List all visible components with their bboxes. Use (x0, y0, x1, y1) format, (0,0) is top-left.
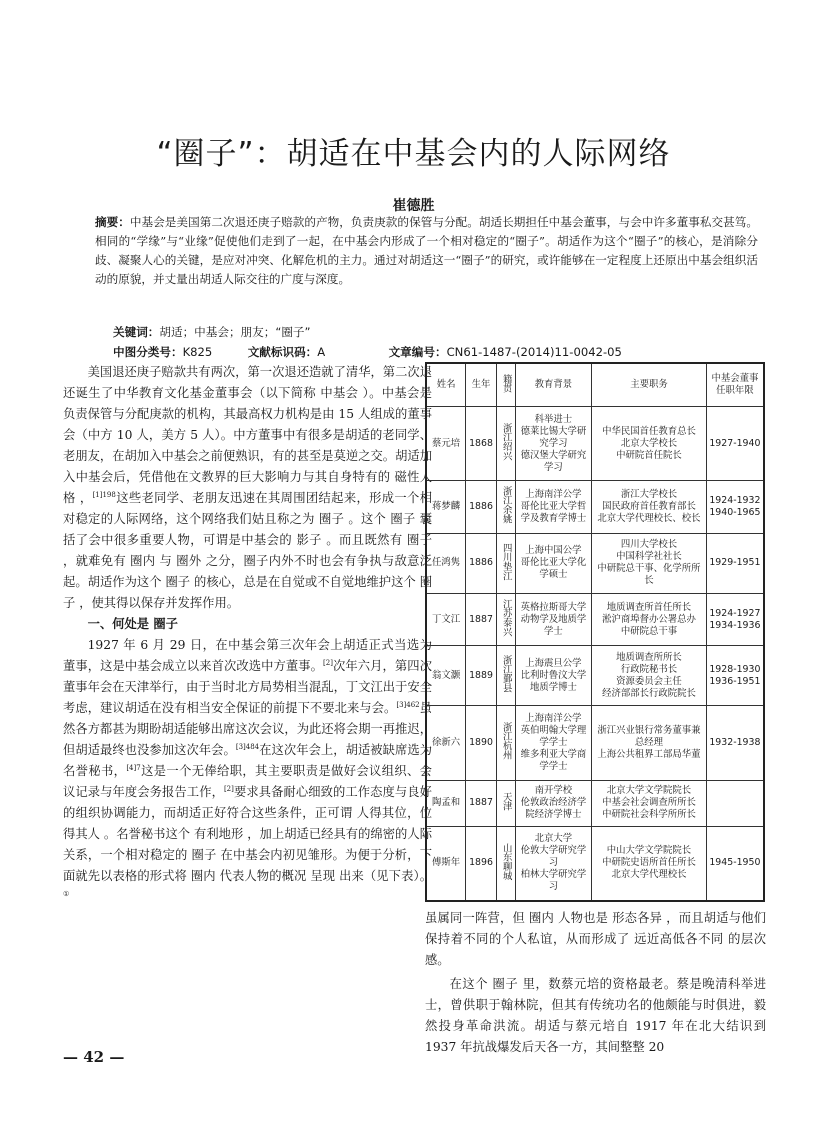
article-number-label: 文章编号： (388, 345, 447, 359)
cell-positions-text: 中华民国首任教育总长 北京大学校长 中研院首任院长 (602, 425, 696, 461)
table-header-row (426, 363, 764, 407)
cell-education-text: 南开学校 伦敦政治经济学院经济学博士 (520, 785, 587, 821)
cell-origin-text: 江苏泰兴 (500, 598, 512, 637)
cell-origin-text: 山东聊城 (500, 842, 512, 881)
cell-positions-text: 北京大学文学院院长 中基会社会调查所所长 中研院社会科学所所长 (602, 785, 696, 821)
header-name: 姓名 (426, 363, 466, 407)
citation: [1]198 (92, 490, 116, 499)
cell-origin-text: 浙江杭州 (500, 722, 512, 760)
cell-name-text: 陶孟和 (432, 797, 461, 809)
cell-education-text: 科举进士 德莱比锡大学研究学习 德汉堡大学研究学习 (520, 413, 587, 473)
abstract (95, 213, 758, 289)
cell-origin (496, 481, 515, 534)
clc-value: K825 (182, 345, 213, 359)
cell-name-text: 傅斯年 (432, 857, 461, 869)
article-number-value: CN61-1487-(2014)11-0042-05 (446, 345, 622, 359)
cell-positions-text: 中山大学文学院院长 中研院史语所首任所长 北京大学代理校长 (602, 845, 696, 881)
cell-year (466, 593, 497, 646)
cell-origin (496, 646, 515, 706)
cell-term (706, 481, 764, 534)
cell-origin-text: 浙江绍兴 (500, 422, 512, 461)
cell-education (515, 533, 592, 593)
cell-origin (496, 407, 515, 481)
cell-education-text: 上海南洋公学 哥伦比亚大学哲学及教育学博士 (520, 488, 587, 524)
cell-education-text: 上海震旦公学 比利时鲁汶大学地质学博士 (520, 657, 587, 693)
cell-education (515, 481, 592, 534)
article-title: “圈子”：胡适在中基会内的人际网络 (156, 136, 671, 172)
cell-term-text: 1928-1930 1936-1951 (709, 663, 761, 687)
cell-positions-text: 四川大学校长 中国科学社社长 中研院总干事、化学所所长 (597, 539, 701, 587)
cell-origin-text: 天津 (500, 791, 512, 811)
clc-label: 中图分类号： (113, 345, 183, 359)
classification-line (113, 344, 753, 360)
cell-year (466, 533, 497, 593)
cell-term-text: 1929-1951 (709, 557, 761, 569)
cell-origin (496, 780, 515, 826)
cell-name-text: 丁文江 (432, 613, 461, 625)
cell-positions-text: 地质调查所所长 行政院秘书长 资源委员会主任 经济部部长行政院院长 (602, 651, 696, 699)
cell-positions (592, 533, 707, 593)
cell-positions-text: 浙江兴业银行常务董事兼总经理 上海公共租界工部局华董 (597, 725, 701, 761)
keywords-value: 胡适；中基会；朋友；“圈子” (159, 325, 311, 339)
section-heading: 一、何处是 圈子 (87, 617, 178, 631)
table-row (426, 706, 764, 780)
cell-positions (592, 706, 707, 780)
section-text-5: 这是一个无俸给职，其主要职责是做好会议组织、会议记录与年度会务报告工作， (63, 764, 432, 799)
section-text-1: 1927 年 6 月 29 日，在中基会第三次年会上胡适正式当选为董事，这是中基会成立以来首次改选中方董事。 (63, 638, 432, 673)
left-column (63, 362, 432, 908)
cell-name (426, 407, 466, 481)
cell-term-text: 1945-1950 (709, 857, 761, 869)
cell-year (466, 706, 497, 780)
cell-term (706, 780, 764, 826)
cell-name (426, 593, 466, 646)
cell-term-text: 1924-1932 1940-1965 (709, 494, 761, 518)
cell-positions (592, 780, 707, 826)
keywords-line (113, 324, 753, 340)
table-row (426, 593, 764, 646)
cell-term-text: 1924-1927 1934-1936 (709, 607, 761, 631)
cell-year-text: 1868 (469, 437, 493, 449)
section-text-2: 次年六月，第四次董事年会在天津举行，由于当时北方局势相当混乱，丁文江出于安全考虑，建议胡适在没有相当安全保证的前提下不要北来与会。 (63, 659, 432, 715)
cell-name (426, 533, 466, 593)
members-table (425, 362, 765, 902)
cell-term (706, 706, 764, 780)
section-text-4: 在这次年会上，胡适被缺席选为名誉秘书， (63, 743, 432, 778)
cell-origin (496, 593, 515, 646)
cell-year-text: 1886 (469, 500, 493, 512)
cell-positions-text: 浙江大学校长 国民政府首任教育部长 北京大学代理校长、校长 (597, 488, 701, 524)
cell-term (706, 646, 764, 706)
paragraph-right-2: 在这个 圈子 里，数蔡元培的资格最老。蔡是晚清科举进士，曾供职于翰林院，但其有传统功名的他颇能与时俱进，毅然投身革命洪流。胡适与蔡元培自 1917 年在北大结识到 1937 年抗战爆发后天各一方，其间整整 20 (425, 977, 766, 1054)
cell-education (515, 646, 592, 706)
right-column-text (425, 908, 766, 1058)
section-text-3: 虽然各方都甚为期盼胡适能够出席这次会议，为此还将会期一再推迟，但胡适最终也没参加这次年会。 (63, 701, 432, 757)
header-origin-text: 籍贯 (500, 373, 512, 393)
cell-term (706, 407, 764, 481)
cell-education (515, 407, 592, 481)
cell-name (426, 780, 466, 826)
header-term: 中基会董事任职年限 (706, 363, 764, 407)
cell-year (466, 826, 497, 901)
cell-positions (592, 826, 707, 901)
cell-origin-text: 浙江余姚 (500, 486, 512, 524)
cell-education (515, 706, 592, 780)
cell-name (426, 706, 466, 780)
cell-education-text: 北京大学 伦敦大学研究学习 柏林大学研究学习 (520, 833, 587, 893)
citation: [2] (323, 658, 333, 667)
table-row (426, 826, 764, 901)
cell-term (706, 826, 764, 901)
cell-year (466, 407, 497, 481)
paragraph-section-1 (63, 635, 432, 908)
doc-code-value: A (317, 345, 326, 359)
cell-name-text: 徐新六 (432, 737, 461, 749)
paragraph-intro (63, 362, 432, 614)
cell-name (426, 481, 466, 534)
cell-name-text: 蔡元培 (432, 437, 461, 449)
cell-name (426, 646, 466, 706)
cell-education-text: 上海中国公学 哥伦比亚大学化学硕士 (520, 545, 587, 581)
page-number: — 42 — (63, 1048, 125, 1066)
cell-year-text: 1896 (469, 857, 493, 869)
cell-name-text: 蒋梦麟 (432, 500, 461, 512)
table-row (426, 481, 764, 534)
cell-year-text: 1887 (469, 797, 493, 809)
header-year: 生年 (466, 363, 497, 407)
intro-text-2: 这些老同学、老朋友迅速在其周围团结起来，形成一个相对稳定的人际网络，这个网络我们姑且称之为 圈子 。这个 圈子 囊括了会中很多重要人物，可谓是中基会的 影子 。而且既然有 圈子 ，就难免有 圈内 与 圈外 之分，圈子内外不时也会有争执与敌意泛起。胡适作为这个 圈子 的核心，总是在自觉或不自觉地维护这个 圈子 ，使其得以保存并发挥作用。 (63, 491, 432, 610)
cell-origin (496, 826, 515, 901)
cell-positions (592, 593, 707, 646)
cell-education (515, 780, 592, 826)
cell-term-text: 1932-1938 (709, 737, 761, 749)
article-meta (113, 324, 753, 360)
cell-term-text: 1927-1940 (709, 437, 761, 449)
citation: [3]462 (396, 700, 420, 709)
table-row (426, 407, 764, 481)
cell-year-text: 1889 (469, 669, 493, 681)
footnote-marker: ① (63, 889, 70, 898)
header-education: 教育背景 (515, 363, 592, 407)
citation: [3]484 (235, 742, 260, 751)
table-row (426, 533, 764, 593)
table-row (426, 646, 764, 706)
cell-name (426, 826, 466, 901)
cell-education (515, 593, 592, 646)
cell-positions-text: 地质调查所首任所长 淞沪商埠督办公署总办 中研院总干事 (602, 601, 696, 637)
abstract-label: 摘要： (95, 215, 130, 229)
cell-education (515, 826, 592, 901)
cell-origin (496, 533, 515, 593)
header-origin (496, 363, 515, 407)
citation: [2] (223, 784, 234, 793)
table-body (426, 407, 764, 902)
table-row (426, 780, 764, 826)
cell-year (466, 646, 497, 706)
cell-education-text: 英格拉斯哥大学动物学及地质学学士 (520, 601, 587, 637)
cell-year (466, 780, 497, 826)
cell-origin-text: 浙江鄞县 (500, 655, 512, 693)
cell-term (706, 533, 764, 593)
cell-origin-text: 四川垫江 (500, 542, 512, 581)
intro-text-1: 美国退还庚子赔款共有两次，第一次退还造就了清华，第二次退还诞生了中华教育文化基金董事会（以下简称 中基会 ）。中基会是负责保管与分配庚款的机构，其最高权力机构是由 15 人组成的董事会（中方 10 人，美方 5 人）。中方董事中有很多是胡适的老同学、老朋友，在胡加入中基会之前便熟识，有的甚至是莫逆之交。胡适加入中基会后，凭借他在文教界的巨大影响力与其自身特有的 磁性人格 ， (63, 365, 432, 505)
cell-positions (592, 646, 707, 706)
keywords-label: 关键词： (113, 325, 160, 339)
cell-positions (592, 481, 707, 534)
cell-year-text: 1886 (469, 557, 493, 569)
abstract-text: 中基会是美国第二次退还庚子赔款的产物，负责庚款的保管与分配。胡适长期担任中基会董事，与会中许多董事私交甚笃。相同的“学缘”与“业缘”促使他们走到了一起，在中基会内形成了一个相对稳定的“圈子”。胡适作为这个“圈子”的核心，是消除分歧、凝聚人心的关键，是应对冲突、化解危机的主力。通过对胡适这一“圈子”的研究，或许能够在一定程度上还原出中基会组织活动的原貌，并丈量出胡适人际交往的广度与深度。 (95, 215, 758, 286)
cell-positions (592, 407, 707, 481)
cell-year-text: 1890 (469, 737, 493, 749)
cell-year-text: 1887 (469, 613, 493, 625)
section-text-6: 要求具备耐心细致的工作态度与良好的组织协调能力，而胡适正好符合这些条件，正可谓 人得其位，位得其人 。名誉秘书这个 有利地形 ，加上胡适已经具有的绵密的人际关系，一个相对稳定的 圈子 在中基会内初见雏形。为便于分析，下面就先以表格的形式将 圈内 代表人物的概况 呈现 出来（见下表）。 (63, 785, 432, 883)
cell-name-text: 任鸿隽 (432, 557, 461, 569)
cell-year (466, 481, 497, 534)
author-name: 崔德胜 (392, 198, 435, 214)
cell-education-text: 上海南洋公学 英伯明翰大学理学学士 维多利亚大学商学学士 (520, 713, 587, 773)
citation: [4]7 (126, 763, 141, 772)
doc-code-label: 文献标识码： (247, 345, 318, 359)
header-positions: 主要职务 (592, 363, 707, 407)
cell-name-text: 翁文灏 (432, 669, 461, 681)
paragraph-right-1: 虽属同一阵营，但 圈内 人物也是 形态各异 ，而且胡适与他们保持着不同的个人私谊，从而形成了 远近高低各不同 的层次感。 (425, 911, 766, 967)
cell-origin (496, 706, 515, 780)
cell-term (706, 593, 764, 646)
